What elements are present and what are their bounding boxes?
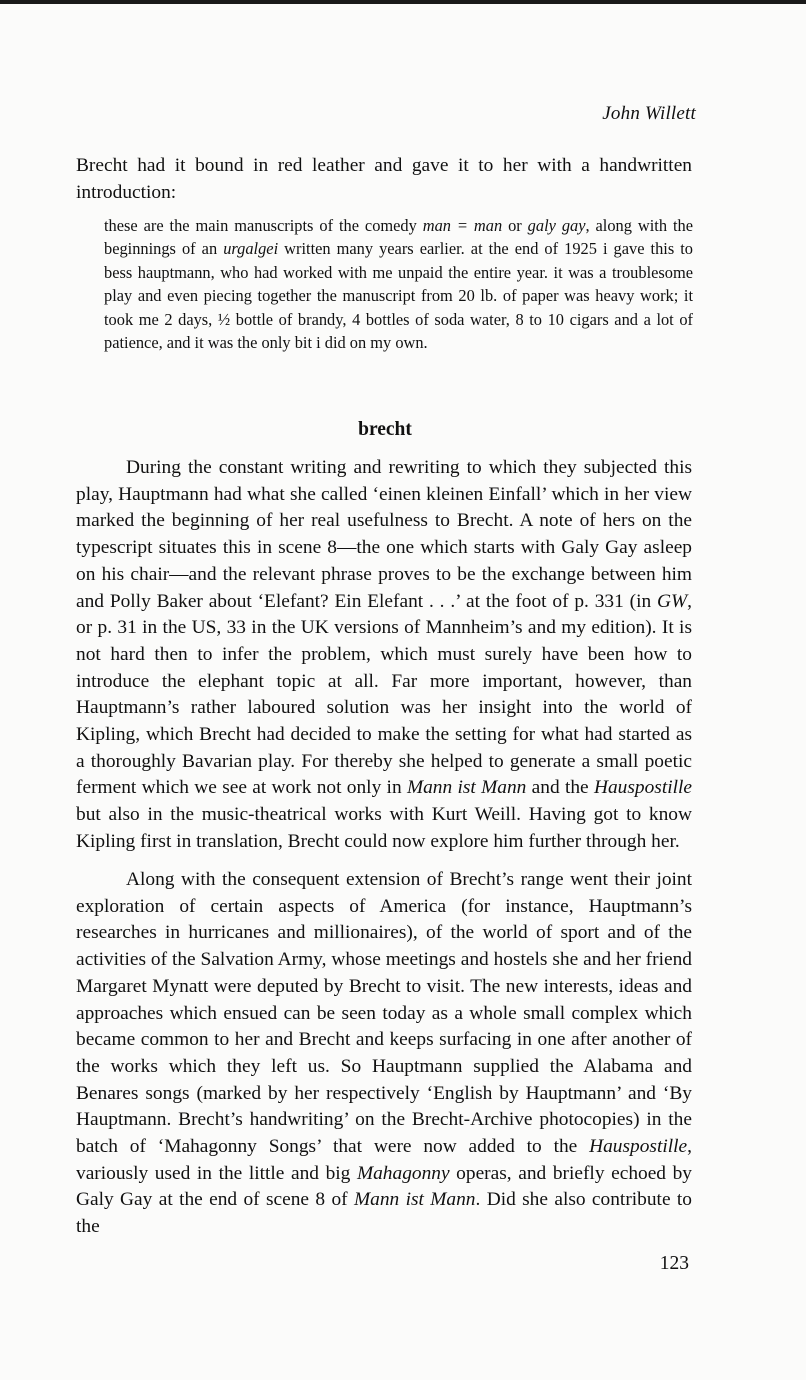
quote-text: written many years earlier. at the end of 1925 i gave this to bess hauptmann, who had worked with me unpaid the entire year. it was a troublesome play and even piecing together the manuscript from 20 lb. of paper was heavy work; it took me 2 days, ½ bottle of brandy, 4 bottles of soda water, 8 to 10 cigars and a lot of patience, and it was the only bit i did on my own.: [104, 239, 693, 353]
body-text: , variously used in the little and big: [76, 1136, 692, 1184]
intro-paragraph: Brecht had it bound in red leather and gave it to her with a handwritten introduction:: [76, 155, 692, 203]
body-text: but also in the music-theatrical works with Kurt Weill. Having got to know Kipling first in translation, Brecht could now explore him further through her.: [76, 804, 692, 852]
body-text: . Did she also contribute to the: [76, 1189, 692, 1238]
running-head: John Willett: [602, 103, 696, 124]
body-paragraph-2: [76, 867, 692, 1241]
body-text: operas, and briefly echoed by Galy Gay at the end of scene 8 of: [76, 1162, 692, 1211]
italic-term: GW: [656, 590, 688, 612]
quote-text: , along with the beginnings of an: [104, 216, 693, 259]
body-paragraph-1: [76, 455, 692, 856]
quote-text: these are the main manuscripts of the comedy: [104, 216, 423, 235]
quote-text: or: [502, 216, 528, 235]
italic-title: Mahagonny: [356, 1162, 450, 1184]
body-text: Along with the consequent extension of Brecht’s range went their joint exploration of certain aspects of America (for instance, Hauptmann’s researches in hurricanes and millionaires), of the world of sport and of the activities of the Salvation Army, whose meetings and hostels she and her friend Margaret Mynatt were deputed by Brecht to visit. The new interests, ideas and approaches which ensued can be seen today as a whole small complex which became common to her and Brecht and keeps surfacing in one after another of the works which they left us. So Hauptmann supplied the Alabama and Benares songs (marked by her respectively ‘English by Hauptmann’ and ‘By Hauptmann. Brecht’s handwriting’ on the Brecht-Archive photocopies) in the batch of ‘Mahagonny Songs’ that were now added to the: [76, 869, 692, 1158]
quote-title: urgalgei: [223, 239, 279, 259]
page-number: 123: [659, 1253, 689, 1274]
italic-title: Mann ist Mann: [353, 1189, 476, 1211]
italic-title: Hauspostille: [589, 1136, 688, 1158]
quote-title: man = man: [422, 216, 503, 235]
body-text: During the constant writing and rewriting to which they subjected this play, Hauptmann had what she called ‘einen kleinen Einfall’ which in her view marked the beginning of her real usefulness to Brecht. A note of hers on the typescript situates this in scene 8—the one which starts with Galy Gay asleep on his chair—and the relevant phrase proves to be the exchange between him and Polly Baker about ‘Elefant? Ein Elefant . . .’ at the foot of p. 331 (in: [76, 457, 692, 612]
top-rule: [0, 0, 806, 4]
body-text: , or p. 31 in the US, 33 in the UK versions of Mannheim’s and my edition). It is not hard then to infer the problem, which must surely have been how to introduce the elephant topic at all. Far more important, however, than Hauptmann’s rather laboured solution was her insight into the world of Kipling, which Brecht had decided to make the setting for what had started as a thoroughly Bavarian play. For thereby she helped to generate a small poetic ferment which we see at work not only in: [76, 590, 692, 799]
block-quote: [104, 214, 693, 354]
italic-title: Mann ist Mann: [406, 777, 527, 799]
quote-title: galy gay: [527, 216, 586, 235]
section-heading: brecht: [358, 419, 412, 440]
italic-title: Hauspostille: [593, 777, 692, 799]
body-text: and the: [526, 777, 594, 799]
